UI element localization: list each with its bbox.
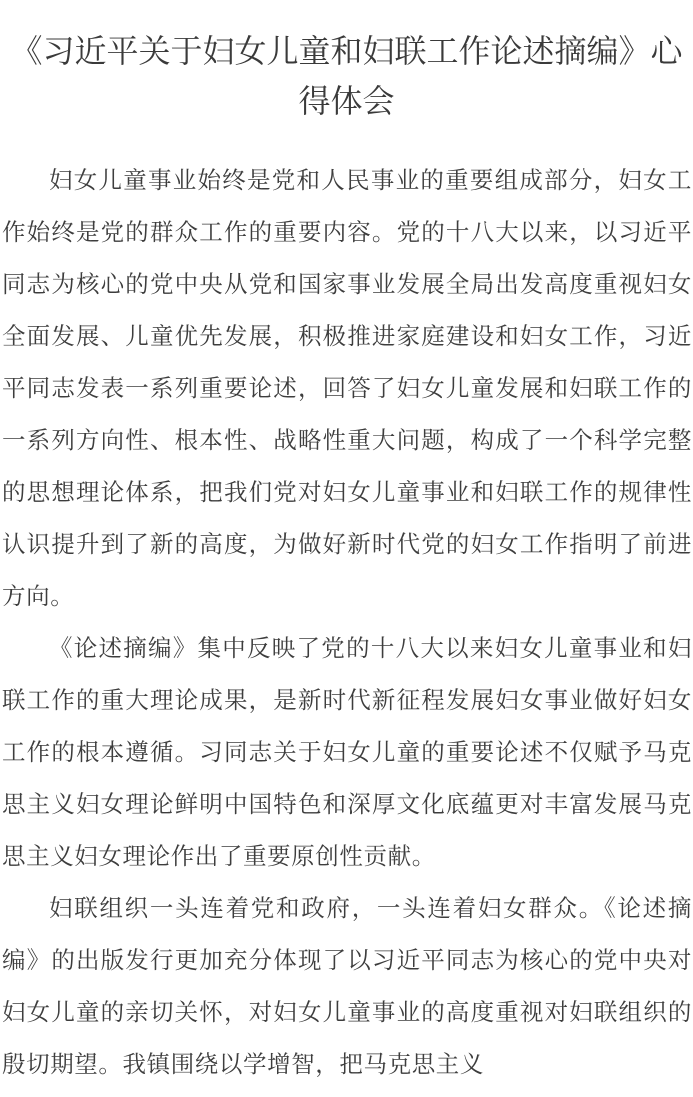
paragraph-1: 妇女儿童事业始终是党和人民事业的重要组成部分，妇女工作始终是党的群众工作的重要内容。党的十八大以来，以习近平同志为核心的党中央从党和国家事业发展全局出发高度重视妇女全面发展、儿童优先发展，积极推进家庭建设和妇女工作，习近平同志发表一系列重要论述，回答了妇女儿童发展和妇联工作的一系列方向性、根本性、战略性重大问题，构成了一个科学完整的思想理论体系，把我们党对妇女儿童事业和妇联工作的规律性认识提升到了新的高度，为做好新时代党的妇女工作指明了前进方向。 [2, 166, 692, 610]
paragraph-3: 妇联组织一头连着党和政府，一头连着妇女群众。《论述摘编》的出版发行更加充分体现了以习近平同志为核心的党中央对妇女儿童的亲切关怀，对妇女儿童事业的高度重视对妇联组织的殷切期望。我镇围绕以学增智，把马克思主义 [2, 894, 692, 1078]
paragraph-2: 《论述摘编》集中反映了党的十八大以来妇女儿童事业和妇联工作的重大理论成果，是新时代新征程发展妇女事业做好妇女工作的根本遵循。习同志关于妇女儿童的重要论述不仅赋予马克思主义妇女理论鲜明中国特色和深厚文化底蕴更对丰富发展马克思主义妇女理论作出了重要原创性贡献。 [2, 634, 692, 870]
article-body [0, 126, 693, 1090]
article-title: 《习近平关于妇女儿童和妇联工作论述摘编》心得体会 [10, 32, 683, 120]
